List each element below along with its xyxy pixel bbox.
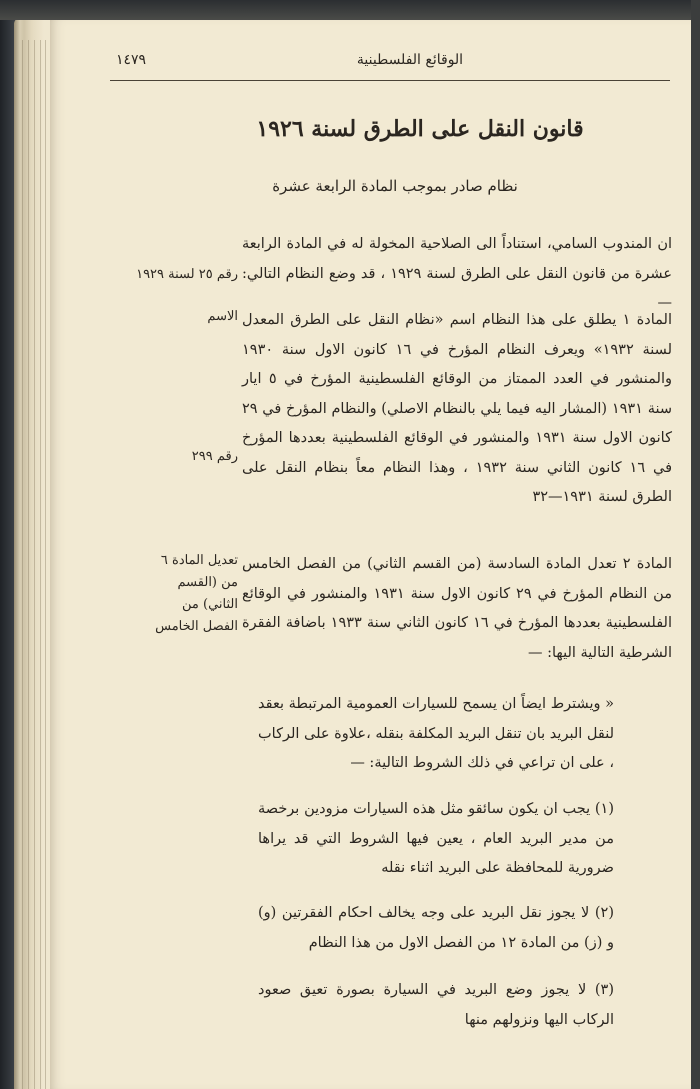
condition-3: (٣) لا يجوز وضع البريد في السيارة بصورة تعيق صعود الركاب اليها ونزولهم منها: [258, 982, 614, 1028]
header-rule: [110, 80, 670, 81]
page-number: ١٤٧٩: [116, 52, 147, 68]
margin-note-name: الاسم: [207, 309, 238, 324]
article-2: المادة ٢ تعدل المادة السادسة (من القسم الثاني) من الفصل الخامس من النظام المؤرخ في ٢٩ كانون الاول سنة ١٩٣١ والمنشور في الوقائع الفلسطينية بعددها المؤرخ في ١٦ كانون الثاني سنة ١٩٣٣ باضافة الفقرة الشرطية التالية اليها: —: [242, 556, 672, 661]
preamble: ان المندوب السامي، استناداً الى الصلاحية المخولة له في المادة الرابعة عشرة من قانون النقل على الطرق لسنة ١٩٢٩ ، قد وضع النظام التالي: —: [242, 236, 672, 311]
document-page: [50, 20, 691, 1089]
margin-note-ref: رقم ٢٩٩: [191, 449, 238, 464]
law-subtitle: نظام صادر بموجب المادة الرابعة عشرة: [272, 177, 518, 195]
scan-border: [691, 0, 700, 1089]
condition-1: (١) يجب ان يكون سائقو مثل هذه السيارات مزودين برخصة من مدير البريد العام ، يعين فيها الشروط التي قد يراها ضرورية للمحافظة على البريد اثناء نقله: [258, 801, 614, 876]
margin-note-preamble: رقم ٢٥ لسنة ١٩٢٩: [136, 267, 238, 282]
condition-2: (٢) لا يجوز نقل البريد على وجه يخالف احكام الفقرتين (و) و (ز) من المادة ١٢ من الفصل الاول من هذا النظام: [258, 905, 614, 951]
law-title: قانون النقل على الطرق لسنة ١٩٢٦: [256, 116, 584, 142]
article-1: المادة ١ يطلق على هذا النظام اسم «نظام النقل على الطرق المعدل لسنة ١٩٣٢» ويعرف النظام المؤرخ في ١٦ كانون الاول سنة ١٩٣٠ والمنشور في العدد الممتاز من الوقائع الفلسطينية المؤرخ في ٥ ايار سنة ١٩٣١ (المشار اليه فيما يلي بالنظام الاصلي) والنظام المؤرخ في ٢٩ كانون الاول سنة ١٩٣١ والمنشور في الوقائع الفلسطينية بعددها المؤرخ في ١٦ كانون الثاني سنة ١٩٣٢ ، وهذا النظام معاً بنظام النقل على الطرق لسنة ١٩٣١—٣٢: [242, 312, 672, 505]
margin-note-amendment: تعديل المادة ٦ من (القسم الثاني) من الفصل الخامس: [155, 553, 238, 634]
scan-background: [0, 0, 700, 20]
gazette-name: الوقائع الفلسطينية: [356, 52, 464, 68]
proviso: « ويشترط ايضاً ان يسمح للسيارات العمومية المرتبطة بعقد لنقل البريد بان تنقل البريد المكلفة بنقله ،علاوة على الركاب ، على ان تراعي في ذلك الشروط التالية: —: [258, 696, 614, 771]
